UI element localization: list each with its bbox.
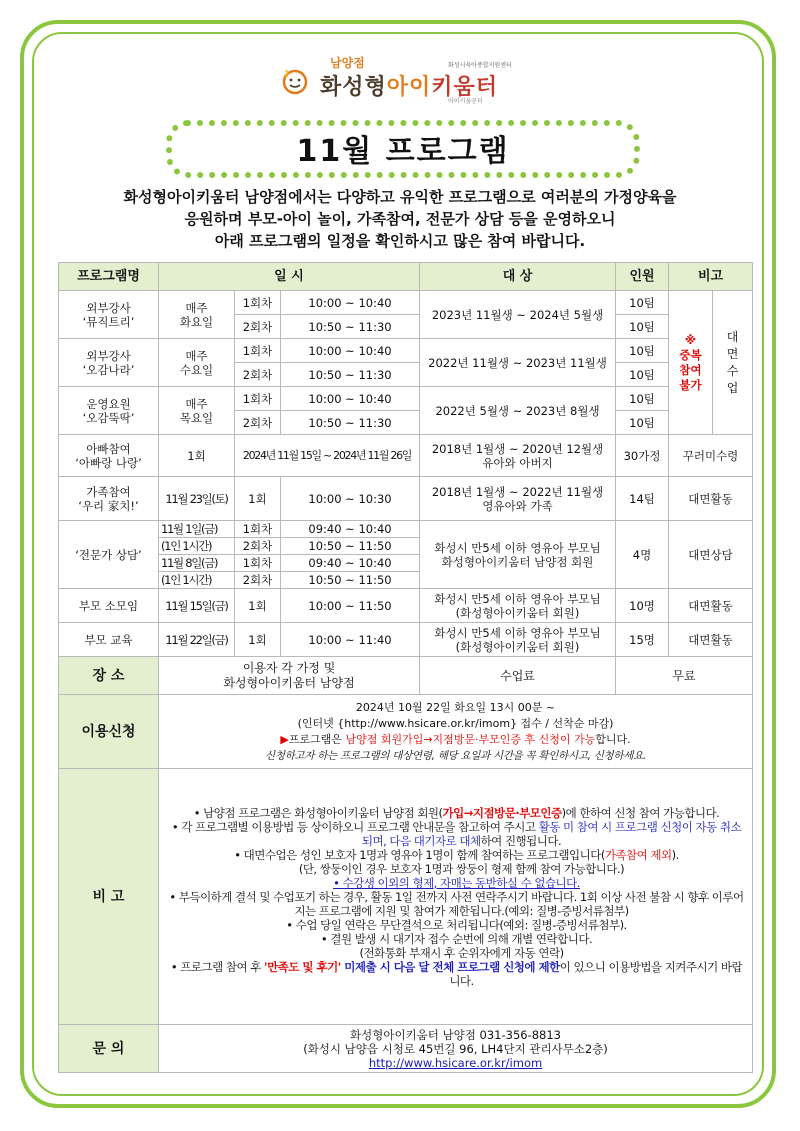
round: 2회차 [235,363,281,387]
apply-label: 이용신청 [59,695,159,769]
program-name: ‘전문가 상담’ [59,521,159,589]
people: 10팀 [616,363,669,387]
times: 1회 [235,477,281,521]
program-name: 가족참여 ‘우리 家치!’ [59,477,159,521]
times: 1회 [159,435,235,477]
time: 09:40 ~ 10:40 [281,521,420,538]
people: 10명 [616,589,669,623]
time: 10:00 ~ 10:40 [281,339,420,363]
round: 1회차 [235,555,281,572]
table-row [59,623,753,657]
program-name: 부모 교육 [59,623,159,657]
table-row [59,291,753,315]
remarks-list [159,769,753,1025]
page-title: 11월 프로그램 [296,134,510,169]
time: 10:00 ~ 11:40 [281,623,420,657]
note: 대면활동 [669,589,753,623]
round: 1회차 [235,521,281,538]
logo-sub: 아이키움공터 [448,98,483,105]
program-day: 매주 목요일 [159,387,235,435]
time: 10:00 ~ 10:30 [281,477,420,521]
remarks-label: 비 고 [59,769,159,1025]
people: 4명 [616,521,669,589]
target: 2018년 1월생 ~ 2020년 12월생 유아와 아버지 [420,435,616,477]
contact-info: 화성형아이키움터 남양점 031-356-8813 (화성시 남양읍 시청로 45번길 96, LH4단지 관리사무소2층) http://www.hsicare.or.kr/imom [159,1025,753,1073]
dates: 2024년 11월 15일 ~ 2024년 11월 26일 [235,435,420,477]
target: 화성시 만5세 이하 영유아 부모님 (화성형아이키움터 회원) [420,589,616,623]
table-row [59,477,753,521]
logo-name: 화성형아이키움터 [320,75,499,100]
logo-org: 화성시육아종합지원센터 [448,62,512,69]
people: 10팀 [616,339,669,363]
time: 10:00 ~ 11:50 [281,589,420,623]
target: 2022년 5월생 ~ 2023년 8월생 [420,387,616,435]
program-name: 아빠참여 ‘아빠랑 나랑’ [59,435,159,477]
target: 화성시 만5세 이하 영유아 부모님 화성형아이키움터 남양점 회원 [420,521,616,589]
times: 1회 [235,623,281,657]
people: 10팀 [616,315,669,339]
fee-value: 무료 [616,657,753,695]
table-row [59,339,753,363]
list-item: • 수강생 이외의 형제, 자매는 동반하실 수 없습니다. [333,875,580,890]
face-to-face-note: 대 면 수 업 [713,291,753,435]
date: 11월 23일(토) [159,477,235,521]
date: 11월 1일(금) [159,521,235,538]
program-name: 부모 소모임 [59,589,159,623]
program-day: 매주 수요일 [159,339,235,387]
contact-label: 문 의 [59,1025,159,1073]
header-people: 인원 [616,263,669,291]
table-row [59,1025,753,1073]
sun-face-icon [280,66,310,96]
logo-branch: 남양점 [330,56,365,70]
header-schedule: 일 시 [159,263,420,291]
table-row [59,589,753,623]
table-row [59,657,753,695]
date: 11월 8일(금) [159,555,235,572]
list-item: • 대면수업은 성인 보호자 1명과 영유아 1명이 함께 참여하는 프로그램입니다(가족참여 제외). (단, 쌍둥이인 경우 보호자 1명과 쌍둥이 형제 함께 참여 가능합니다.) [234,847,679,876]
program-name: 운영요원 ‘오감뚝딱’ [59,387,159,435]
round: 1회차 [235,291,281,315]
people: 10팀 [616,411,669,435]
list-item: • 수업 당일 연락은 무단결석으로 처리됩니다(예외: 질병-증빙서류첨부). [286,917,627,932]
table-row [59,435,753,477]
date: 11월 22일(금) [159,623,235,657]
people: 30가정 [616,435,669,477]
table-row [59,769,753,1025]
program-table [58,262,753,1073]
list-item: • 결원 발생 시 대기자 접수 순번에 의해 개별 연락합니다. (전화통화 부재시 후 순위자에게 자동 연락) [320,931,593,960]
header-program: 프로그램명 [59,263,159,291]
table-row [59,695,753,769]
date-note: (1인 1시간) [159,538,235,555]
round: 2회차 [235,538,281,555]
note: 꾸러미수령 [669,435,753,477]
place-label: 장 소 [59,657,159,695]
table-row [59,387,753,411]
time: 10:00 ~ 10:40 [281,291,420,315]
date-note: (1인 1시간) [159,572,235,589]
fee-label: 수업료 [420,657,616,695]
note: 대면활동 [669,477,753,521]
note: 대면활동 [669,623,753,657]
intro-text: 화성형아이키움터 남양점에서는 다양하고 유익한 프로그램으로 여러분의 가정양육을 응원하며 부모-아이 놀이, 가족참여, 전문가 상담 등을 운영하오니 아래 프로그램의 일정을 확인하시고 많은 참여 바랍니다. [123,188,677,250]
apply-info: 2024년 10월 22일 화요일 13시 00분 ~ (인터넷 {http://www.hsicare.or.kr/imom} 접수 / 선착순 마감) ▶프로그램은 남양점 회원가입→지점방문·부모인증 후 신청이 가능합니다. 신청하고자 하는 프로그램의 대상연령, 해당 요일과 시간을 꼭 확인하시고, 신청하세요. [159,695,753,769]
header-note: 비고 [669,263,753,291]
program-name: 외부강사 ‘오감나라’ [59,339,159,387]
round: 2회차 [235,572,281,589]
time: 10:50 ~ 11:30 [281,363,420,387]
times: 1회 [235,589,281,623]
time: 10:50 ~ 11:50 [281,572,420,589]
people: 10팀 [616,387,669,411]
time: 10:50 ~ 11:30 [281,315,420,339]
people: 15명 [616,623,669,657]
target: 2018년 1월생 ~ 2022년 11월생 영유아와 가족 [420,477,616,521]
header-target: 대 상 [420,263,616,291]
list-item: • 각 프로그램별 이용방법 등 상이하오니 프로그램 안내문을 참고하여 주시고 활동 미 참여 시 프로그램 신청이 자동 취소되며, 다음 대기자로 대체하여 진행됩니다. [171,819,742,848]
people: 14팀 [616,477,669,521]
logo [280,52,540,108]
list-item: • 부득이하게 결석 및 수업포기 하는 경우, 활동 1일 전까지 사전 연락주시기 바랍니다. 1회 이상 사전 불참 시 향후 이루어지는 프로그램에 지원 및 참여가 제한됩니다.(예외: 질병-증빙서류첨부) [169,889,744,918]
table-row [59,521,753,538]
round: 1회차 [235,387,281,411]
list-item: • 프로그램 참여 후 '만족도 및 후기' 미제출 시 다음 달 전체 프로그램 신청에 제한이 있으니 이용방법을 지켜주시기 바랍니다. [170,959,743,988]
time: 10:50 ~ 11:50 [281,538,420,555]
time: 10:50 ~ 11:30 [281,411,420,435]
people: 10팀 [616,291,669,315]
round: 2회차 [235,315,281,339]
time: 09:40 ~ 10:40 [281,555,420,572]
note: 대면상담 [669,521,753,589]
date: 11월 15일(금) [159,589,235,623]
no-duplicate-note: ※ 중복 참여 불가 [669,291,713,435]
target: 2023년 11월생 ~ 2024년 5월생 [420,291,616,339]
round: 2회차 [235,411,281,435]
time: 10:00 ~ 10:40 [281,387,420,411]
place-value: 이용자 각 가정 및 화성형아이키움터 남양점 [159,657,420,695]
contact-link[interactable]: http://www.hsicare.or.kr/imom [368,1055,543,1070]
list-item: • 남양점 프로그램은 화성형아이키움터 남양점 회원(가입→지점방문·부모인증)에 한하여 신청 참여 가능합니다. [193,805,720,820]
program-day: 매주 화요일 [159,291,235,339]
round: 1회차 [235,339,281,363]
target: 화성시 만5세 이하 영유아 부모님 (화성형아이키움터 회원) [420,623,616,657]
target: 2022년 11월생 ~ 2023년 11월생 [420,339,616,387]
program-name: 외부강사 ‘뮤직트리’ [59,291,159,339]
